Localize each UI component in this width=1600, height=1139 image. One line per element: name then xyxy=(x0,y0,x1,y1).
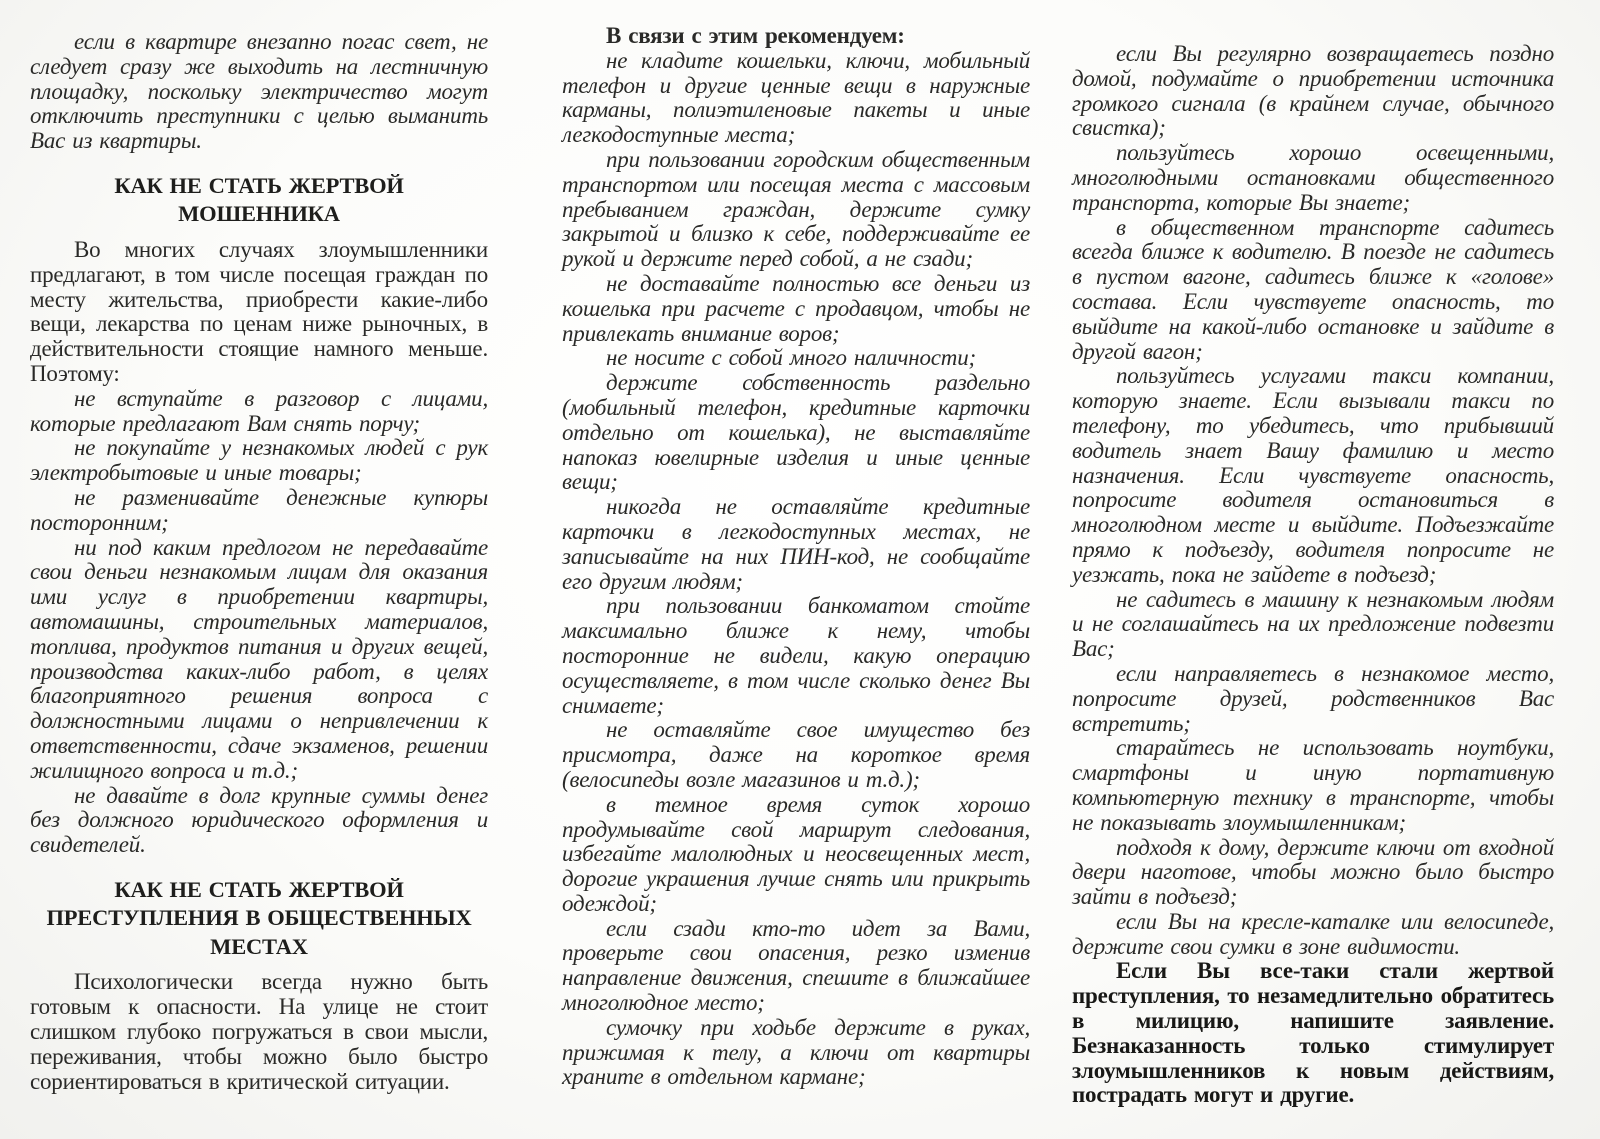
paragraph: Психологически всегда нужно быть готовым к опасности. На улице не стоит слишком глубоко погружаться в свои мысли, переживания, чтобы можно было быстро сориентироваться в критической ситуации. xyxy=(30,969,488,1094)
list-item: не носите с собой много наличности; xyxy=(606,345,976,371)
list-item: в темное время суток хорошо продумывайте свой маршрут следования, избегайте малолюдных и неосвещенных мест, дорогие украшения лучше снять или прикрыть одеждой; xyxy=(562,791,1030,916)
column-right xyxy=(1072,42,1554,1108)
list-item: старайтесь не использовать ноутбуки, смартфоны и иную портативную компьютерную технику в транспорте, чтобы не показывать злоумышленникам; xyxy=(1072,735,1554,835)
list-item: не разменивайте денежные купюры посторонним; xyxy=(30,484,488,535)
list-item: не доставайте полностью все деньги из кошелька при расчете с продавцом, чтобы не привлекать внимание воров; xyxy=(562,270,1030,346)
list-item: если в квартире внезапно погас свет, не следует сразу же выходить на лестничную площадку, поскольку электричество могут отключить преступники с целью выманить Вас из квартиры. xyxy=(30,29,488,154)
list-item: пользуйтесь хорошо освещенными, многолюдными остановками общественного транспорта, которые Вы знаете; xyxy=(1072,140,1554,215)
column-left xyxy=(30,30,488,1094)
list-item: если Вы на кресле-каталке или велосипеде, держите свои сумки в зоне видимости. xyxy=(1072,908,1554,959)
section-heading-fraud: КАК НЕ СТАТЬ ЖЕРТВОЙ МОШЕННИКА xyxy=(114,172,404,227)
section-heading-public-places: КАК НЕ СТАТЬ ЖЕРТВОЙ ПРЕСТУПЛЕНИЯ В ОБЩЕСТВЕННЫХ МЕСТАХ xyxy=(46,876,472,959)
list-item: если направляетесь в незнакомое место, попросите друзей, родственников Вас встретить; xyxy=(1072,660,1554,736)
list-item: при пользовании банкоматом стойте максимально ближе к нему, чтобы посторонние не видели, какую операцию осуществляете, в том числе сколько денег Вы снимаете; xyxy=(562,593,1030,718)
list-item: не садитесь в машину к незнакомым людям и не соглашайтесь на их предложение подвезти Вас; xyxy=(1072,586,1554,662)
list-item: не вступайте в разговор с лицами, которые предлагают Вам снять порчу; xyxy=(30,385,488,436)
paragraph: Во многих случаях злоумышленники предлагают, в том числе посещая граждан по месту жительства, приобрести какие-либо вещи, лекарства по ценам ниже рыночных, в действительности стоящие намного меньше. Поэтому: xyxy=(30,236,488,386)
list-item: подходя к дому, держите ключи от входной двери наготове, чтобы можно было быстро зайти в подъезд; xyxy=(1072,834,1554,910)
list-item: если Вы регулярно возвращаетесь поздно домой, подумайте о приобретении источника громкого сигнала (в крайнем случае, обычного свистка); xyxy=(1072,41,1554,141)
list-item: не покупайте у незнакомых людей с рук электробытовые и иные товары; xyxy=(30,435,488,486)
list-item: не давайте в долг крупные суммы денег без должного юридического оформления и свидетелей. xyxy=(30,782,488,858)
list-item: сумочку при ходьбе держите в руках, прижимая к телу, а ключи от квартиры храните в отдельном кармане; xyxy=(562,1014,1030,1090)
list-item: не оставляйте свое имущество без присмотра, даже на короткое время (велосипеды возле магазинов и т.д.); xyxy=(562,717,1030,792)
list-item: ни под каким предлогом не передавайте свои деньги незнакомым лицам для оказания ими услуг в приобретении квартиры, автомашины, строительных материалов, топлива, продуктов питания и других вещей, производства каких-либо работ, в целях благоприятного решения вопроса с должностными лицами о непривлечении к ответственности, сдаче экзаменов, решении жилищного вопроса и т.д.; xyxy=(30,534,488,783)
recommendations-lead: В связи с этим рекомендуем: xyxy=(606,23,905,48)
list-item: держите собственность раздельно (мобильный телефон, кредитные карточки отдельно от кошелька), не выставляйте напоказ ювелирные изделия и иные ценные вещи; xyxy=(562,370,1030,495)
column-center xyxy=(562,24,1030,1090)
list-item: при пользовании городским общественным транспортом или посещая места с массовым пребыванием граждан, держите сумку закрытой и близко к себе, поддерживайте ее рукой и держите перед собой, а не сзади; xyxy=(562,146,1030,272)
closing-paragraph: Если Вы все-таки стали жертвой преступления, то незамедлительно обратитесь в милицию, напишите заявление. Безнаказанность только стимулирует злоумышленников к новым действиям, пострадать могут и другие. xyxy=(1072,958,1554,1108)
list-item: не кладите кошельки, ключи, мобильный телефон и другие ценные вещи в наружные карманы, полиэтиленовые пакеты и иные легкодоступные места; xyxy=(562,47,1030,148)
list-item: если сзади кто-то идет за Вами, проверьте свои опасения, резко изменив направление движения, спешите в ближайшее многолюдное место; xyxy=(562,915,1030,1016)
list-item: в общественном транспорте садитесь всегда ближе к водителю. В поезде не садитесь в пустом вагоне, садитесь ближе к «голове» состава. Если чувствуете опасность, то выйдите на какой-либо остановке и зайдите в другой вагон; xyxy=(1072,214,1554,364)
list-item: пользуйтесь услугами такси компании, которую знаете. Если вызывали такси по телефону, то убедитесь, что прибывший водитель знает Вашу фамилию и место назначения. Если чувствуете опасность, попросите водителя остановиться в многолюдном месте и выйдите. Подъезжайте прямо к подъезду, водителя попросите не уезжать, пока не зайдете в подъезд; xyxy=(1072,363,1554,587)
list-item: никогда не оставляйте кредитные карточки в легкодоступных местах, не записывайте на них ПИН-код, не сообщайте его другим людям; xyxy=(562,494,1030,594)
